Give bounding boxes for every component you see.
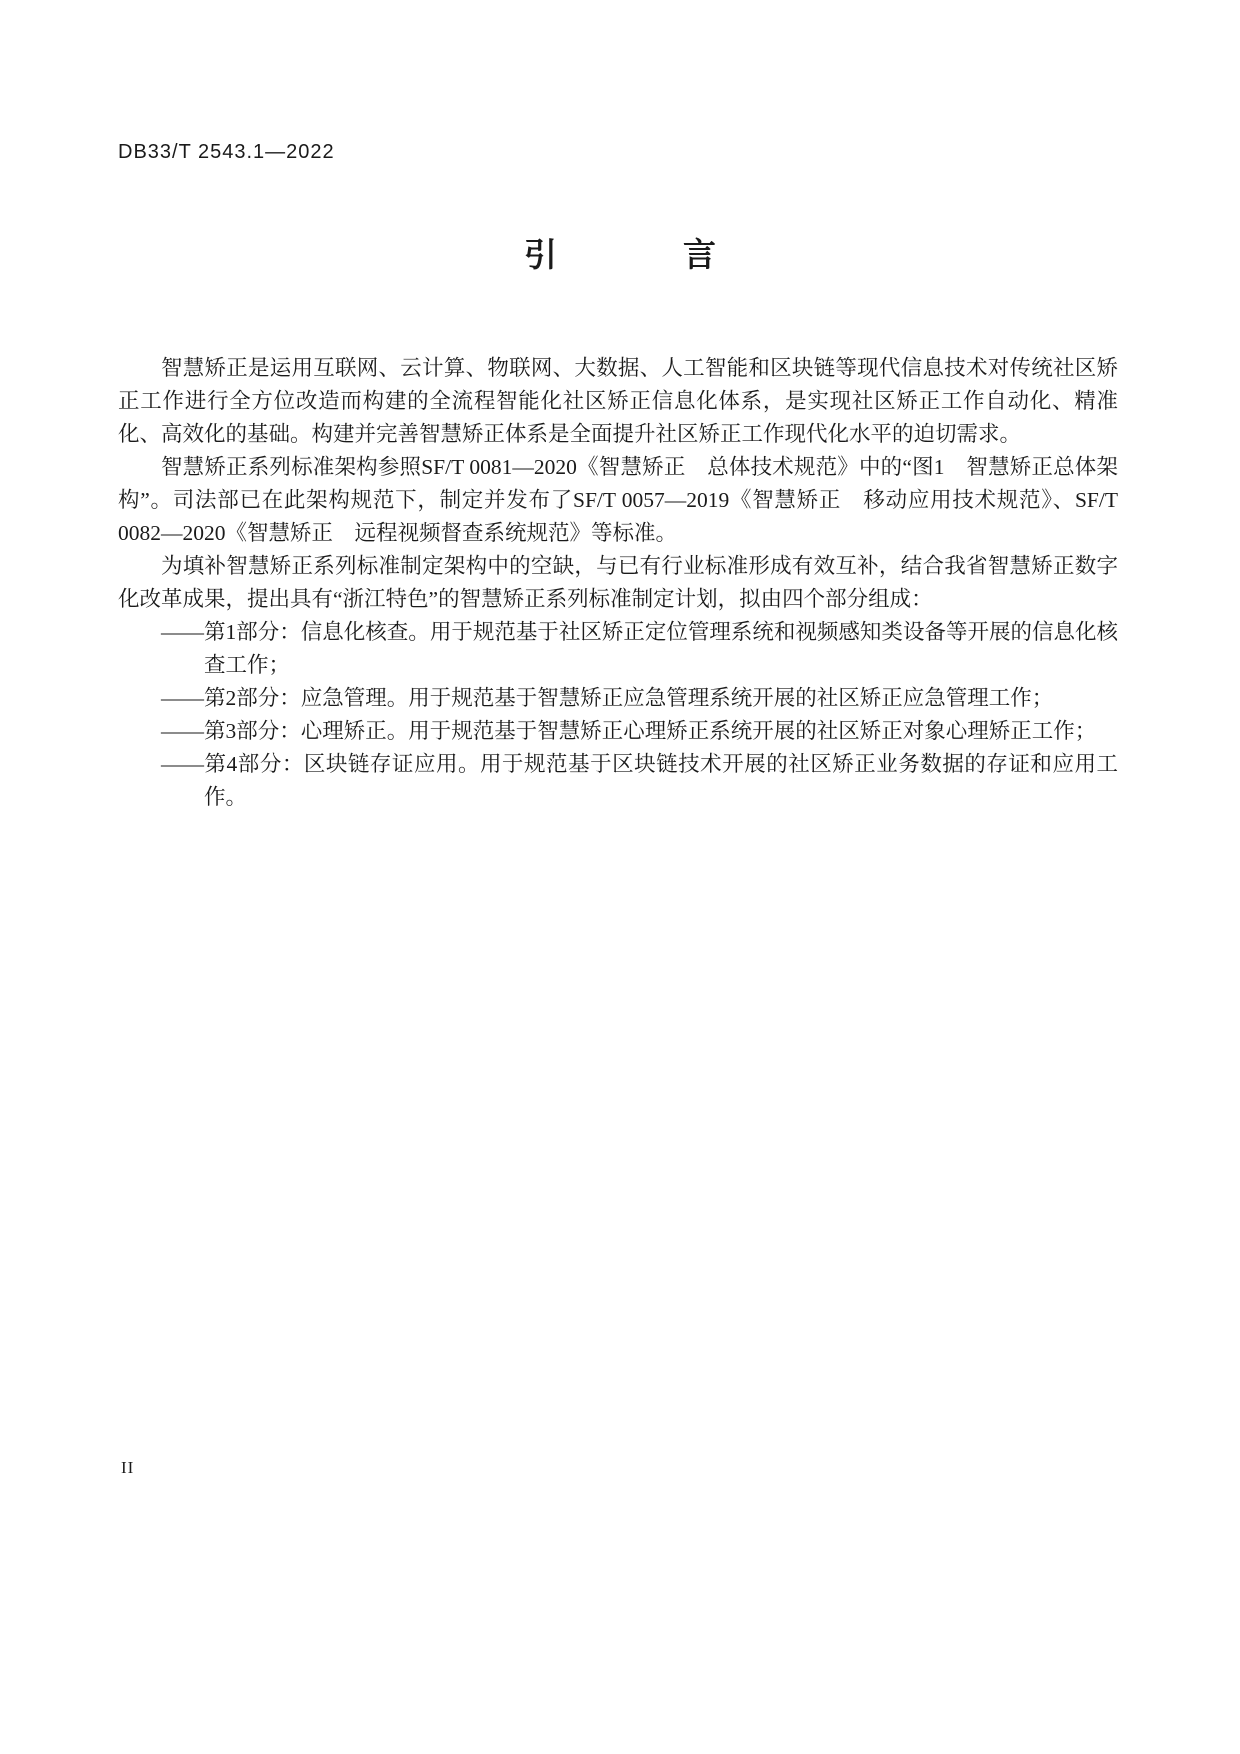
paragraph-intro-definition: 智慧矫正是运用互联网、云计算、物联网、大数据、人工智能和区块链等现代信息技术对传统社区矫正工作进行全方位改造而构建的全流程智能化社区矫正信息化体系，是实现社区矫正工作自动化、精准化、高效化的基础。构建并完善智慧矫正体系是全面提升社区矫正工作现代化水平的迫切需求。 [118,356,1118,446]
page-title [0,236,1240,274]
list-item-part3: ——第3部分：心理矫正。用于规范基于智慧矫正心理矫正系统开展的社区矫正对象心理矫正工作； [161,719,1097,743]
paragraph-series-plan: 为填补智慧矫正系列标准制定架构中的空缺，与已有行业标准形成有效互补，结合我省智慧矫正数字化改革成果，提出具有“浙江特色”的智慧矫正系列标准制定计划，拟由四个部分组成： [118,554,1118,611]
page-number: II [121,1458,135,1477]
list-item-part2: ——第2部分：应急管理。用于规范基于智慧矫正应急管理系统开展的社区矫正应急管理工作； [161,686,1054,710]
list-item-part4: ——第4部分：区块链存证应用。用于规范基于区块链技术开展的社区矫正业务数据的存证和应用工作。 [161,752,1118,809]
paragraph-standards-framework: 智慧矫正系列标准架构参照SF/T 0081—2020《智慧矫正 总体技术规范》中的“图1 智慧矫正总体架构”。司法部已在此架构规范下，制定并发布了SF/T 0057—2019《智慧矫正 移动应用技术规范》、SF/T 0082—2020《智慧矫正 远程视频督查系统规范》等标准。 [118,455,1118,545]
page-title-char: 引 [524,236,557,273]
document-code: DB33/T 2543.1—2022 [118,141,335,163]
page-title-char: 言 [683,236,716,273]
list-item-part1: ——第1部分：信息化核查。用于规范基于社区矫正定位管理系统和视频感知类设备等开展的信息化核查工作； [161,620,1118,677]
document-body [118,352,1118,814]
